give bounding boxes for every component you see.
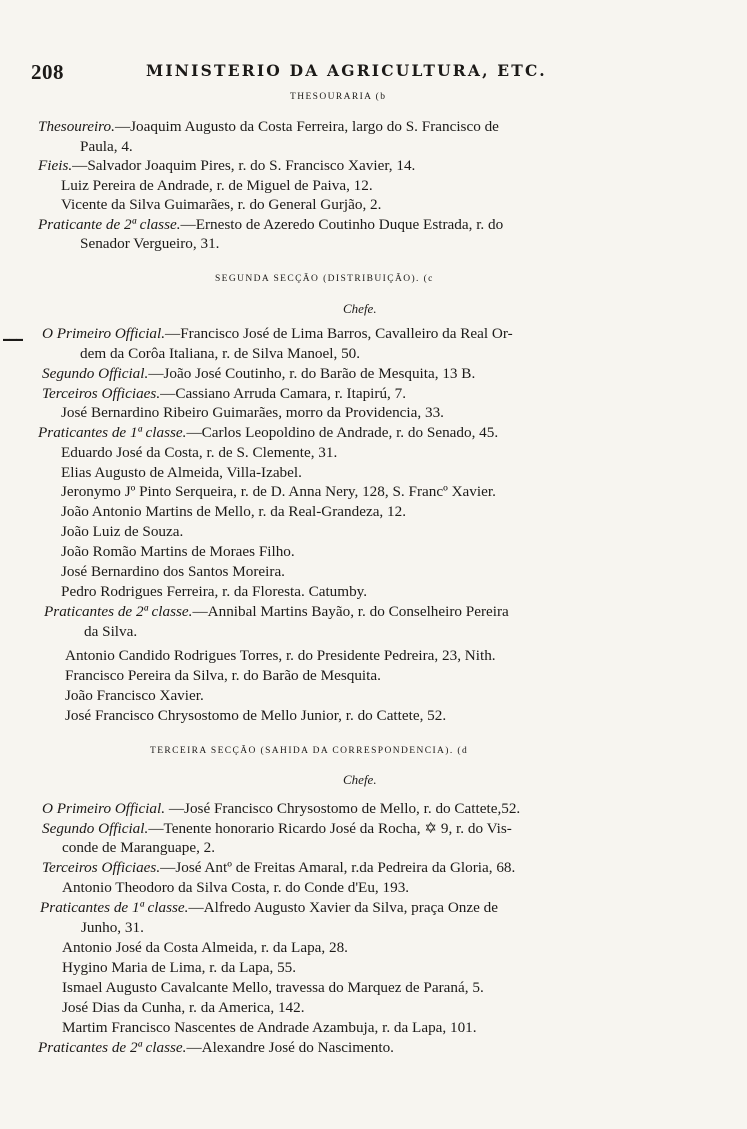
- entry-line: [61, 484, 496, 499]
- entry-line: [62, 960, 296, 975]
- entry-line: [61, 445, 337, 460]
- entry-text: João Francisco Xavier.: [65, 687, 204, 704]
- entry-text: —Carlos Leopoldino de Andrade, r. do Senado, 45.: [186, 424, 499, 441]
- entry-text: —Alexandre José do Nascimento.: [186, 1039, 394, 1056]
- entry-text: —João José Coutinho, r. do Barão de Mesquita, 13 B.: [148, 365, 476, 382]
- entry-line: [81, 920, 144, 935]
- entry-text: Hygino Maria de Lima, r. da Lapa, 55.: [62, 959, 297, 976]
- entry-line: [44, 604, 509, 619]
- running-title: MINISTERIO DA AGRICULTURA, ETC.: [146, 61, 547, 80]
- entry-line: [38, 425, 498, 440]
- office-label: Praticante de 2ª classe.: [38, 216, 181, 233]
- entry-text: —Tenente honorario Ricardo José da Rocha, ✡ 9, r. do Vis-: [148, 820, 512, 837]
- entry-text: —Cassiano Arruda Camara, r. Itapirú, 7.: [160, 385, 407, 402]
- entry-line: [38, 217, 503, 232]
- entry-text: José Francisco Chrysostomo de Mello Junior, r. do Cattete, 52.: [65, 707, 447, 724]
- entry-line: [62, 880, 409, 895]
- entry-text: João Antonio Martins de Mello, r. da Real-Grandeza, 12.: [61, 503, 407, 520]
- entry-line: [80, 236, 219, 251]
- entry-text: —José Antº de Freitas Amaral, r.da Pedreira da Gloria, 68.: [160, 859, 516, 876]
- entry-text: João Luiz de Souza.: [61, 523, 184, 540]
- entry-text: Martim Francisco Nascentes de Andrade Azambuja, r. da Lapa, 101.: [62, 1019, 477, 1036]
- office-label: Praticantes de 1ª classe.: [40, 899, 189, 916]
- section-title-segunda: SEGUNDA SECÇÃO (DISTRIBUIÇÃO). (c: [215, 274, 434, 284]
- office-label: Terceiros Officiaes.: [42, 859, 161, 876]
- entry-line: [42, 326, 513, 341]
- office-label: O Primeiro Official.: [42, 800, 166, 817]
- office-label: Segundo Official.: [42, 820, 149, 837]
- entry-line: [80, 346, 360, 361]
- office-label: O Primeiro Official.: [42, 325, 166, 342]
- entry-line: [62, 1000, 305, 1015]
- office-label: Fieis.: [38, 157, 73, 174]
- entry-line: [42, 801, 520, 816]
- entry-text: Senador Vergueiro, 31.: [80, 235, 220, 252]
- office-label: Praticantes de 2ª classe.: [38, 1039, 187, 1056]
- entry-line: [62, 980, 484, 995]
- office-label: Terceiros Officiaes.: [42, 385, 161, 402]
- entry-text: José Bernardino Ribeiro Guimarães, morro da Providencia, 33.: [61, 404, 444, 421]
- entry-line: [61, 504, 406, 519]
- entry-text: Eduardo José da Costa, r. de S. Clemente, 31.: [61, 444, 338, 461]
- entry-line: [61, 524, 183, 539]
- entry-text: dem da Corôa Italiana, r. de Silva Manoel, 50.: [80, 345, 361, 362]
- entry-line: [61, 405, 444, 420]
- entry-text: —Ernesto de Azeredo Coutinho Duque Estrada, r. do: [180, 216, 504, 233]
- section-chief-label: Chefe.: [343, 772, 377, 787]
- entry-text: —Francisco José de Lima Barros, Cavalleiro da Real Or-: [165, 325, 513, 342]
- entry-line: [65, 668, 381, 683]
- entry-text: João Romão Martins de Moraes Filho.: [61, 543, 295, 560]
- entry-line: [38, 119, 499, 134]
- entry-line: [65, 708, 446, 723]
- entry-text: Elias Augusto de Almeida, Villa-Izabel.: [61, 464, 302, 481]
- page-number: 208: [31, 60, 64, 84]
- entry-text: José Bernardino dos Santos Moreira.: [61, 563, 285, 580]
- entry-line: [65, 648, 496, 663]
- entry-text: Paula, 4.: [80, 138, 133, 155]
- entry-line: [84, 624, 137, 639]
- entry-text: Junho, 31.: [81, 919, 144, 936]
- office-label: Segundo Official.: [42, 365, 149, 382]
- entry-text: Antonio Candido Rodrigues Torres, r. do Presidente Pedreira, 23, Nith.: [65, 647, 496, 664]
- entry-text: Jeronymo Jº Pinto Serqueira, r. de D. Anna Nery, 128, S. Francº Xavier.: [61, 483, 496, 500]
- entry-text: Luiz Pereira de Andrade, r. de Miguel de Paiva, 12.: [61, 177, 373, 194]
- entry-text: —Annibal Martins Bayão, r. do Conselheiro Pereira: [192, 603, 509, 620]
- entry-text: —Salvador Joaquim Pires, r. do S. Francisco Xavier, 14.: [72, 157, 416, 174]
- entry-line: [61, 197, 381, 212]
- entry-text: conde de Maranguape, 2.: [62, 839, 216, 856]
- section-chief-label: Chefe.: [343, 301, 377, 316]
- entry-line: [62, 940, 348, 955]
- entry-line: [62, 840, 215, 855]
- entry-line: [62, 1020, 477, 1035]
- section-title-terceira: TERCEIRA SECÇÃO (SAHIDA DA CORRESPONDENCIA). (d: [150, 746, 469, 756]
- entry-text: Pedro Rodrigues Ferreira, r. da Floresta. Catumby.: [61, 583, 368, 600]
- office-label: Thesoureiro.: [38, 118, 115, 135]
- entry-line: [61, 544, 295, 559]
- section-title-thesouraria: THESOURARIA (b: [290, 92, 387, 102]
- entry-line: [42, 821, 512, 836]
- entry-text: —José Francisco Chrysostomo de Mello, r. do Cattete,52.: [165, 800, 521, 817]
- entry-text: da Silva.: [84, 623, 138, 640]
- entry-line: [61, 465, 302, 480]
- entry-line: [42, 860, 515, 875]
- margin-mark: ▬▬▬: [3, 335, 23, 343]
- entry-text: José Dias da Cunha, r. da America, 142.: [62, 999, 305, 1016]
- entry-line: [65, 688, 204, 703]
- entry-text: Antonio Theodoro da Silva Costa, r. do Conde d'Eu, 193.: [62, 879, 410, 896]
- entry-line: [42, 386, 406, 401]
- entry-text: Vicente da Silva Guimarães, r. do General Gurjão, 2.: [61, 196, 382, 213]
- office-label: Praticantes de 2ª classe.: [44, 603, 193, 620]
- entry-text: —Alfredo Augusto Xavier da Silva, praça Onze de: [188, 899, 499, 916]
- entry-text: Ismael Augusto Cavalcante Mello, travessa do Marquez de Paraná, 5.: [62, 979, 484, 996]
- entry-line: [80, 139, 133, 154]
- office-label: Praticantes de 1ª classe.: [38, 424, 187, 441]
- entry-line: [38, 158, 415, 173]
- entry-line: [61, 584, 367, 599]
- entry-line: [61, 564, 285, 579]
- entry-line: [42, 366, 475, 381]
- entry-text: —Joaquim Augusto da Costa Ferreira, largo do S. Francisco de: [114, 118, 499, 135]
- entry-line: [61, 178, 373, 193]
- entry-text: Francisco Pereira da Silva, r. do Barão de Mesquita.: [65, 667, 381, 684]
- entry-line: [40, 900, 498, 915]
- entry-line: [38, 1040, 394, 1055]
- entry-text: Antonio José da Costa Almeida, r. da Lapa, 28.: [62, 939, 348, 956]
